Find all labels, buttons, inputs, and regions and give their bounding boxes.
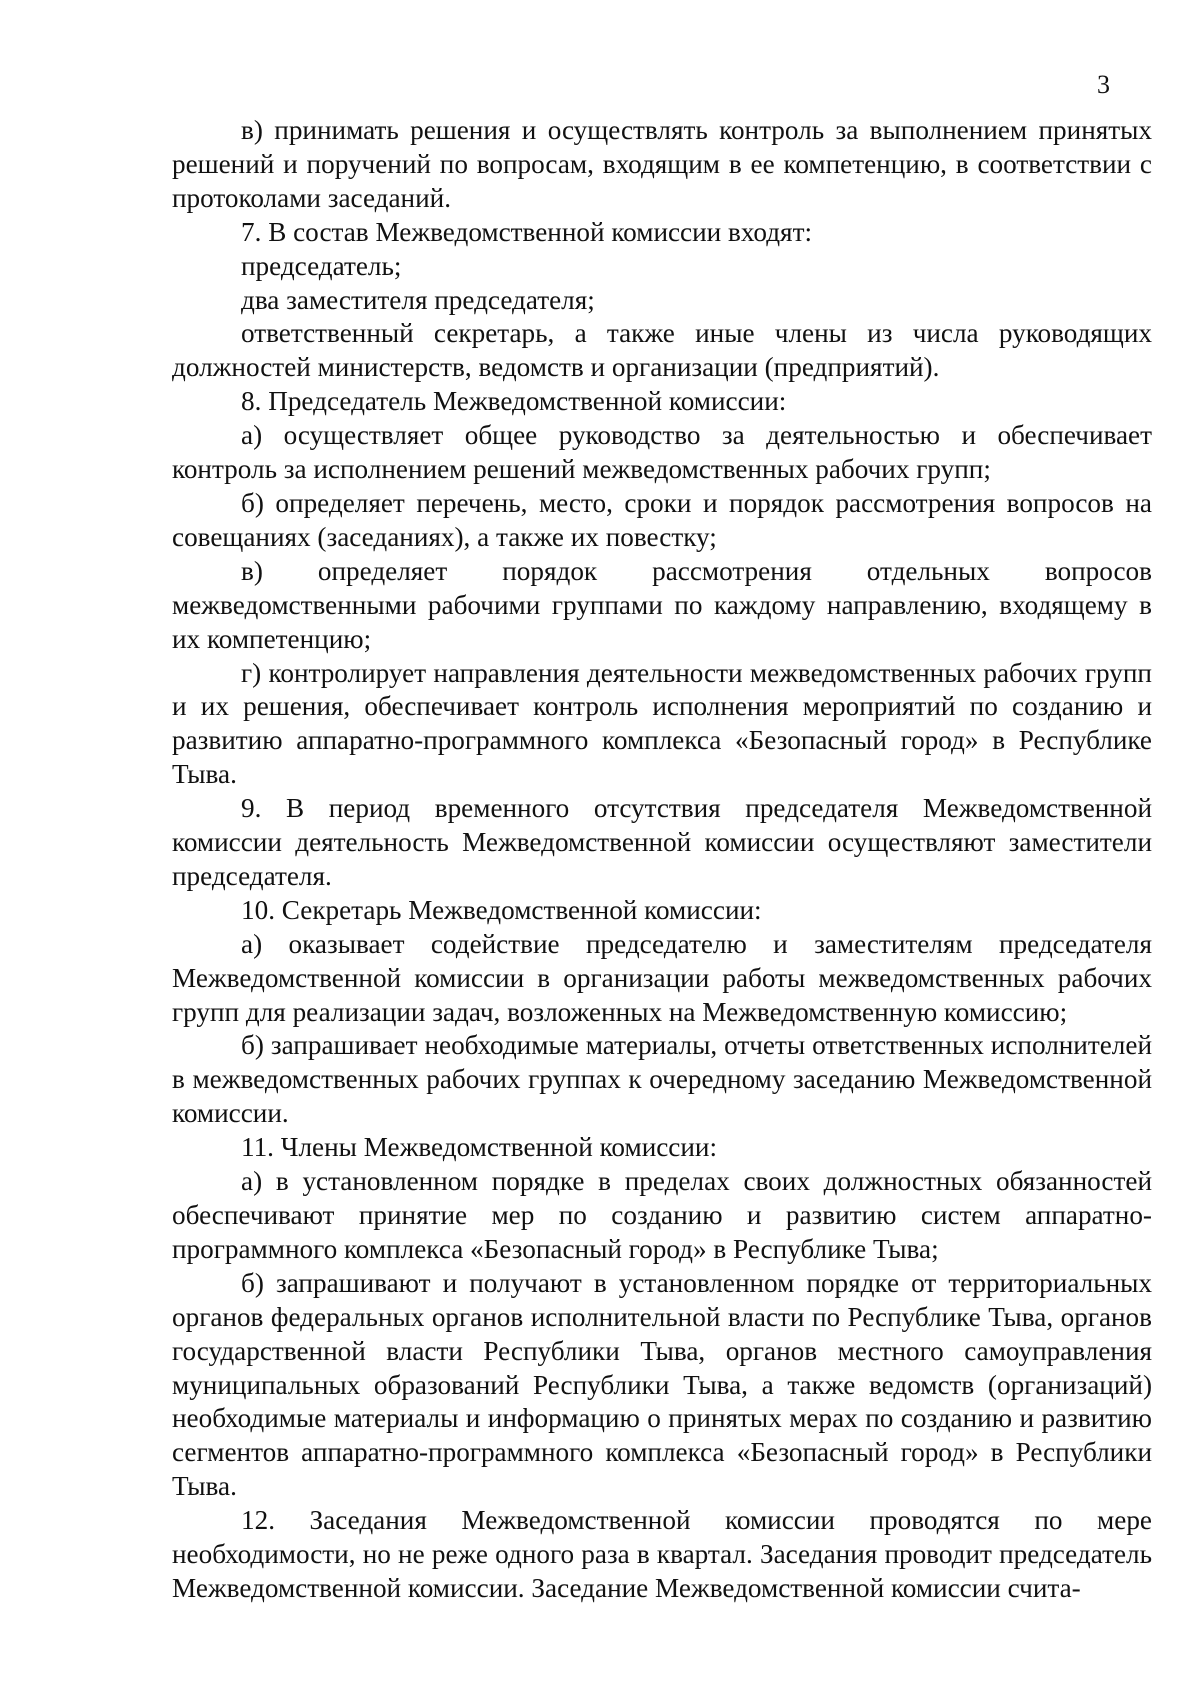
paragraph-10a: а) оказывает содействие председателю и заместителям председателя Межведомственной комиссии в организации работы межведомственных рабочих групп для реализации задач, возложенных на Межведомственную комиссию; [172, 928, 1152, 1027]
paragraph-deputies: два заместителя председателя; [241, 284, 595, 315]
paragraph-11b: б) запрашивают и получают в установленном порядке от территориальных органов федеральных органов исполнительной власти по Республике Тыва, органов государственной власти Республики Тыва, органов местного самоуправления муниципальных образований Республики Тыва, а также ведомств (организаций) необходимые материалы и информацию о принятых мерах по созданию и развитию сегментов аппаратно-программного комплекса «Безопасный город» в Республики Тыва. [172, 1267, 1152, 1502]
paragraph-9: 9. В период временного отсутствия председателя Межведомственной комиссии деятельность Межведомственной комиссии осуществляют заместители председателя. [172, 793, 1152, 891]
paragraph-12-meetings: 12. Заседания Межведомственной комиссии проводятся по мере необходимости, но не реже одного раза в квартал. Заседания проводит председатель Межведомственной комиссии. Заседание Межведомственной комиссии счита- [172, 1505, 1152, 1603]
page-number: 3 [1097, 70, 1110, 99]
paragraph-11-members: 11. Члены Межведомственной комиссии: [241, 1132, 718, 1163]
paragraph-8b: б) определяет перечень, место, сроки и порядок рассмотрения вопросов на совещаниях (заседаниях), а также их повестку; [172, 487, 1152, 552]
paragraph-8g: г) контролирует направления деятельности межведомственных рабочих групп и их решения, обеспечивает контроль исполнения мероприятий по созданию и развитию аппаратно-программного комплекса «Безопасный город» в Республике Тыва. [172, 657, 1152, 790]
paragraph-10b: б) запрашивает необходимые материалы, отчеты ответственных исполнителей в межведомственных рабочих группах к очередному заседанию Межведомственной комиссии. [172, 1030, 1152, 1129]
paragraph-item-v-decisions: в) принимать решения и осуществлять контроль за выполнением принятых решений и поручений по вопросам, входящим в ее компетенцию, в соответствии с протоколами заседаний. [172, 115, 1152, 213]
paragraph-8v: в) определяет порядок рассмотрения отдельных вопросов межведомственными рабочими группами по каждому направлению, входящему в их компетенцию; [172, 555, 1152, 654]
paragraph-11a: а) в установленном порядке в пределах своих должностных обязанностей обеспечивают принятие мер по созданию и развитию систем аппаратно-программного комплекса «Безопасный город» в Республике Тыва; [172, 1166, 1152, 1264]
paragraph-chairman: председатель; [241, 250, 402, 281]
paragraph-8a: а) осуществляет общее руководство за деятельностью и обеспечивает контроль за исполнением решений межведомственных рабочих групп; [172, 420, 1152, 485]
paragraph-secretary-members: ответственный секретарь, а также иные члены из числа руководящих должностей министерств, ведомств и организации (предприятий). [172, 318, 1152, 383]
paragraph-10-secretary: 10. Секретарь Межведомственной комиссии: [241, 894, 762, 925]
paragraph-7-composition: 7. В состав Межведомственной комиссии входят: [241, 216, 813, 247]
paragraph-8-chairman: 8. Председатель Межведомственной комиссии: [241, 386, 787, 417]
document-body [172, 114, 1152, 1606]
